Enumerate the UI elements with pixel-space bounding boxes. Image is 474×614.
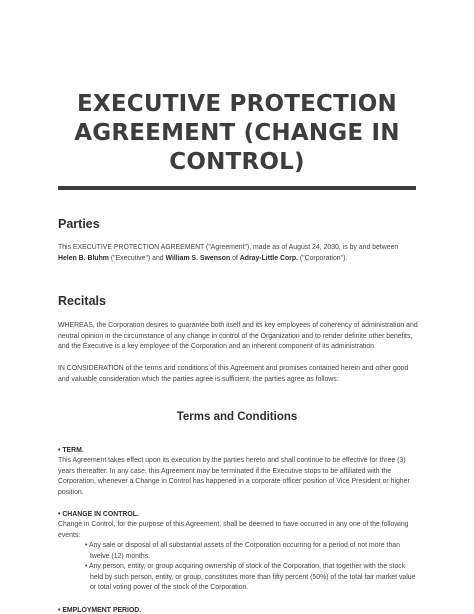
change-in-control-body — [58, 520, 418, 594]
term-body: This Agreement takes effect upon its execution by the parties hereto and shall continue to be effective for three (3) years thereafter. In any case, this Agreement may be terminated if the Executive stops to be affiliated with the Corporation, whenever a Change in Control has happened in a corporate officer position of Vice President or higher position. — [58, 457, 410, 496]
document-title: EXECUTIVE PROTECTION AGREEMENT (CHANGE IN CONTROL) — [74, 91, 400, 175]
title-divider — [58, 186, 416, 190]
executive-name: Helen B. Bluhm — [58, 254, 109, 262]
recitals-paragraph-1: WHEREAS, the Corporation desires to guarantee both itself and its key employees of coherency of administration and neutral opinion in the circumstance of any change in control of the Organization and to render definite other benefits, and the Executive is a key employee of the Corporation and an inherent component of its administration. — [58, 322, 418, 350]
recitals-heading: Recitals — [58, 294, 106, 308]
parties-paragraph: This EXECUTIVE PROTECTION AGREEMENT ("Agreement"), made as of August 24, 2030, is by and between Helen B. Bluhm ("Executive") and William S. Swenson of Adray-Little Corp. ("Corporation"). — [58, 244, 399, 262]
change-in-control-item-2: • Any person, entity, or group acquiring ownership of stock of the Corporation, that together with the stock held by such person, entity, or group, constitutes more than fifty percent (50%) of the total fair market value or total voting power of the stock of the Corporation. — [85, 563, 416, 591]
recitals-paragraph-2: IN CONSIDERATION of the terms and conditions of this Agreement and promises contained herein and other good and valuable consideration which the parties agree is sufficient, the parties agree as follows: — [58, 365, 409, 383]
change-in-control-label: • CHANGE IN CONTROL. — [58, 511, 139, 518]
change-in-control-item-1: • Any sale or disposal of all substantial assets of the Corporation occurring for a period of not more than twelve (12) months. — [85, 542, 400, 560]
change-in-control-intro: Change in Control, for the purpose of this Agreement, shall be deemed to have occurred in any one of the following events: — [58, 521, 409, 539]
representative-name: William S. Swenson — [165, 254, 231, 262]
term-label: • TERM. — [58, 447, 84, 454]
employment-period-label: • EMPLOYMENT PERIOD. — [58, 607, 142, 614]
terms-heading: Terms and Conditions — [176, 411, 298, 423]
parties-heading: Parties — [58, 217, 100, 231]
company-name: Adray-Little Corp. — [239, 254, 298, 262]
